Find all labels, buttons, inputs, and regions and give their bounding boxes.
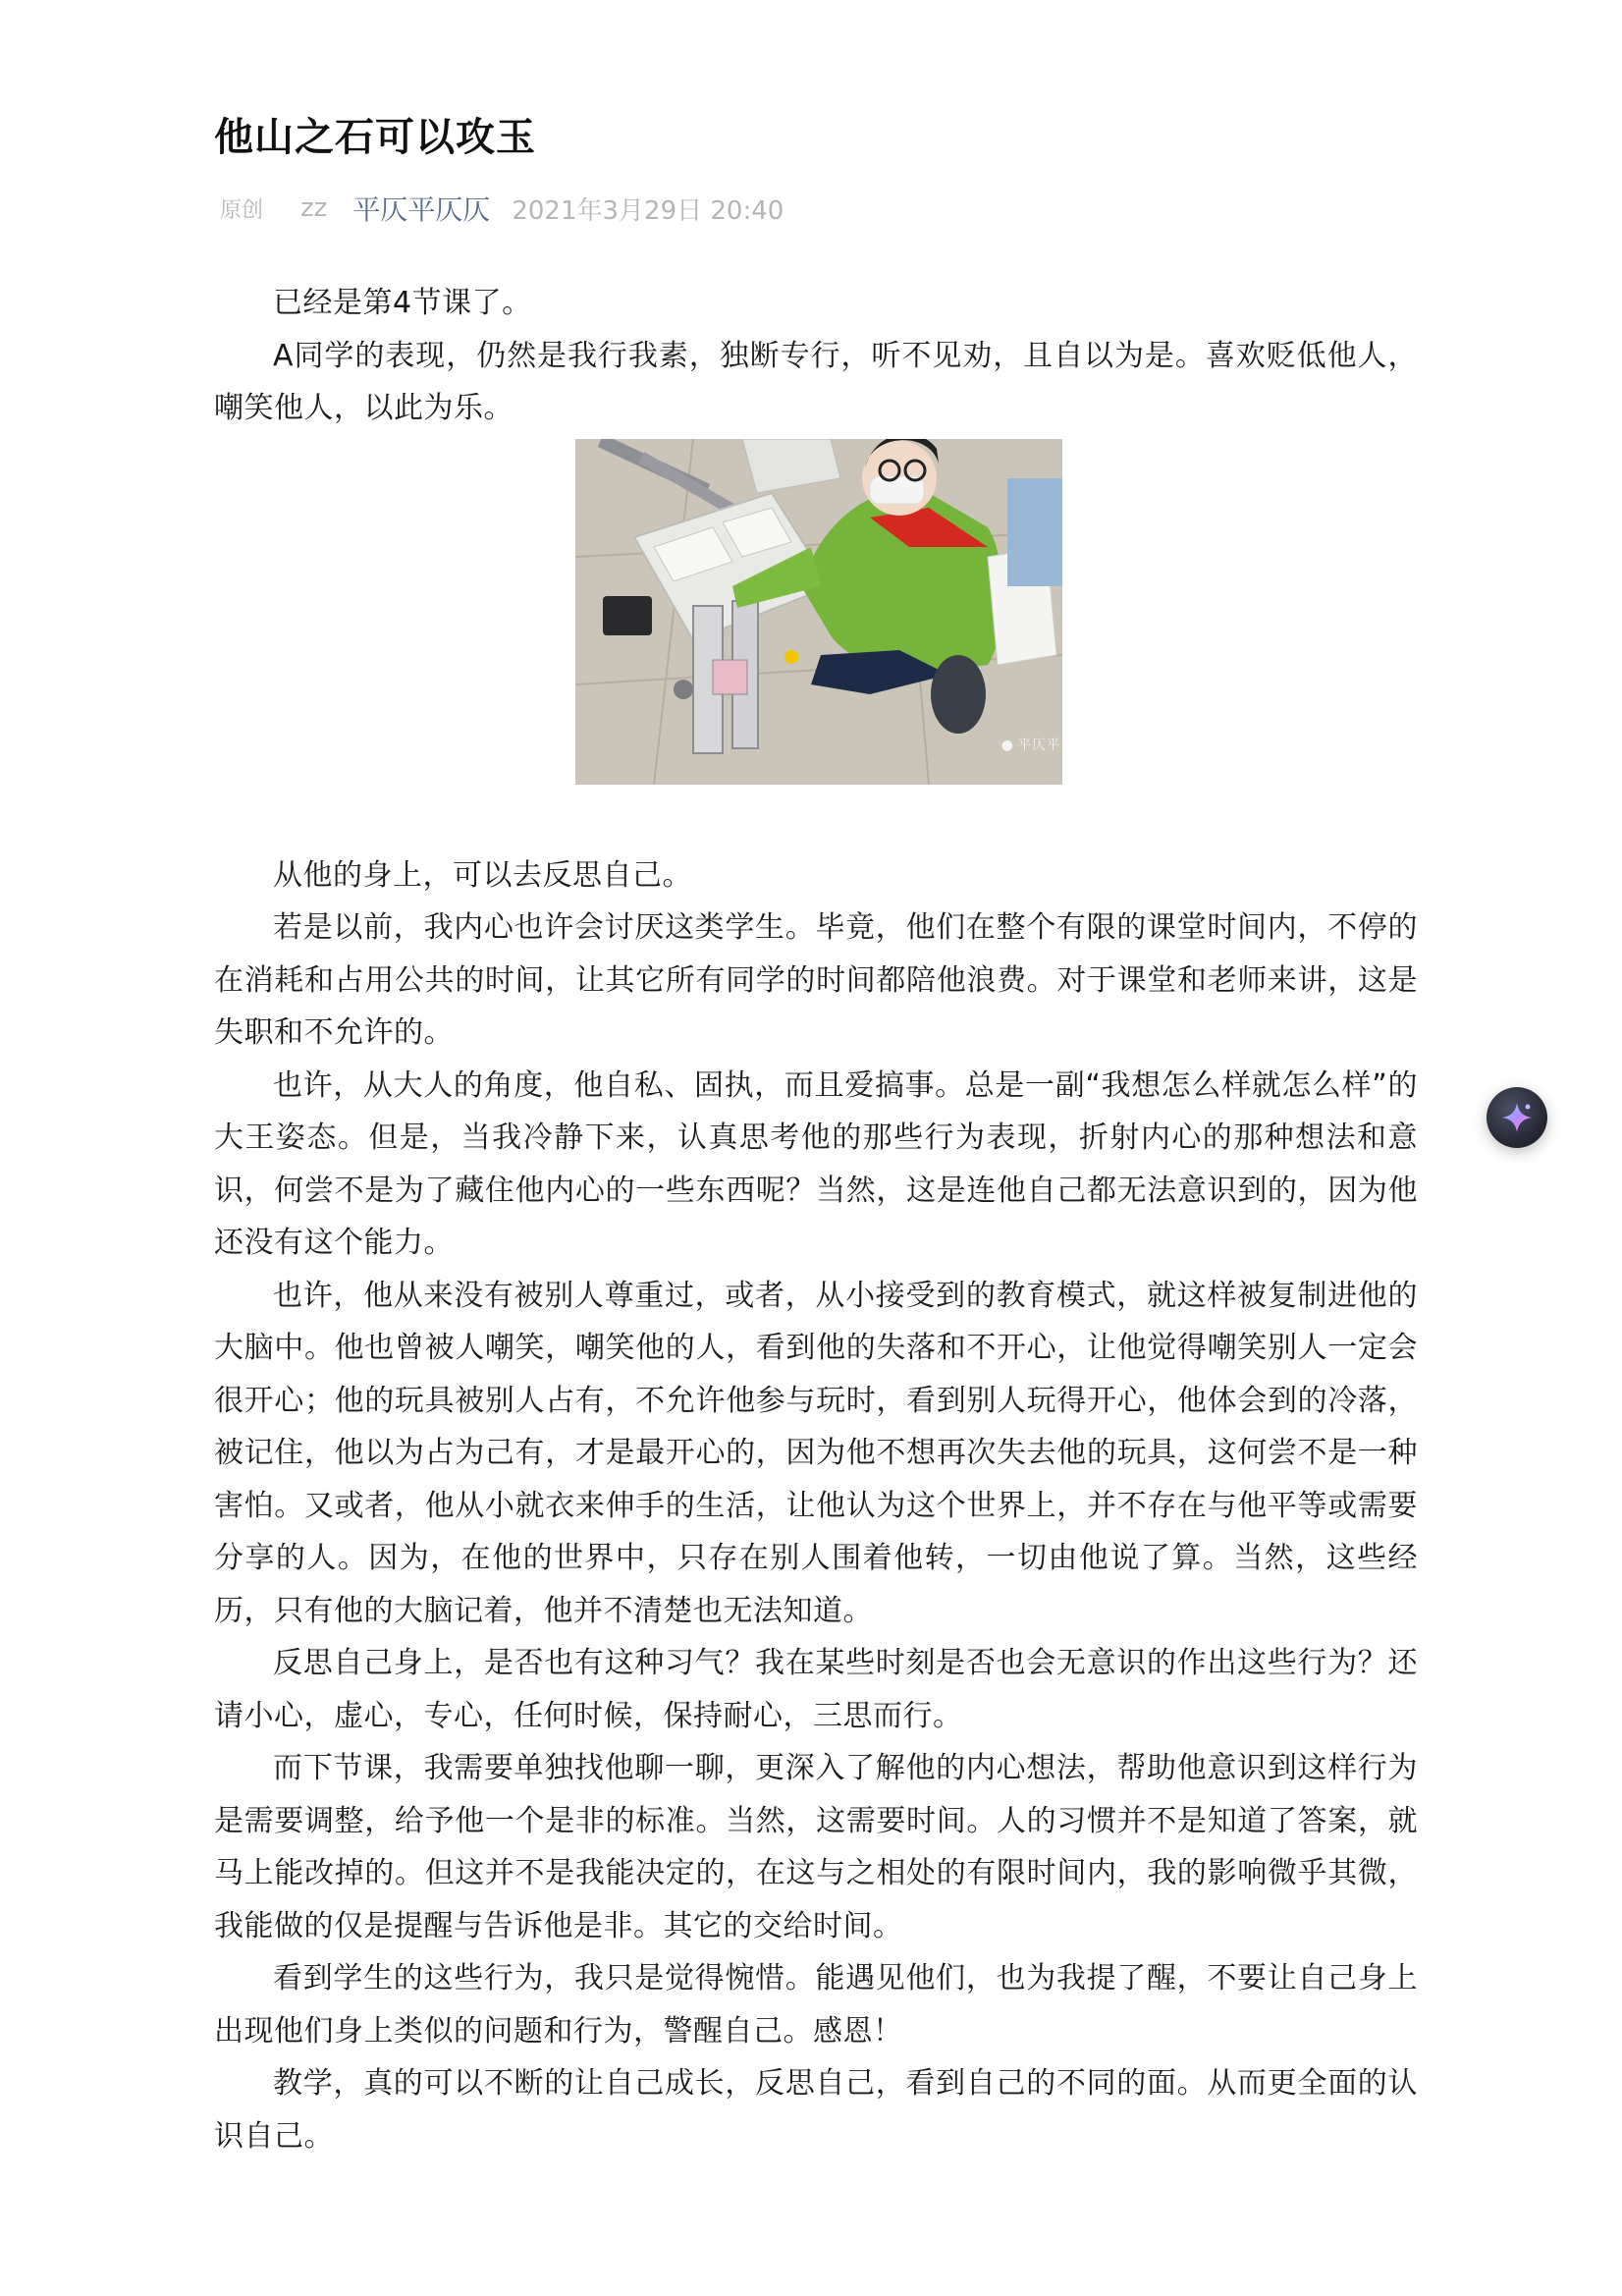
article-title: 他山之石可以攻玉 <box>214 115 536 160</box>
paragraph: 看到学生的这些行为，我只是觉得惋惜。能遇见他们，也为我提了醒，不要让自己身上出现他们身上类似的问题和行为，警醒自己。感恩！ <box>214 1961 1418 2049</box>
article <box>214 106 1418 2162</box>
ai-assistant-button[interactable] <box>1487 1087 1547 1148</box>
paragraph: 而下节课，我需要单独找他聊一聊，更深入了解他的内心想法，帮助他意识到这样行为是需要调整，给予他一个是非的标准。当然，这需要时间。人的习惯并不是知道了答案，就马上能改掉的。但这并不是我能决定的，在这与之相处的有限时间内，我的影响微乎其微，我能做的仅是提醒与告诉他是非。其它的交给时间。 <box>214 1751 1418 1943</box>
paragraph: 若是以前，我内心也许会讨厌这类学生。毕竟，他们在整个有限的课堂时间内，不停的在消耗和占用公共的时间，让其它所有同学的时间都陪他浪费。对于课堂和老师来讲，这是失职和不允许的。 <box>214 910 1418 1050</box>
paragraph: 也许，他从来没有被别人尊重过，或者，从小接受到的教育模式，就这样被复制进他的大脑中。他也曾被人嘲笑，嘲笑他的人，看到他的失落和不开心，让他觉得嘲笑别人一定会很开心；他的玩具被别人占有，不允许他参与玩时，看到别人玩得开心，他体会到的冷落，被记住，他以为占为己有，才是最开心的，因为他不想再次失去他的玩具，这何尝不是一种害怕。又或者，他从小就衣来伸手的生活，让他认为这个世界上，并不存在与他平等或需要分享的人。因为，在他的世界中，只存在别人围着他转，一切由他说了算。当然，这些经历，只有他的大脑记着，他并不清楚也无法知道。 <box>214 1278 1418 1628</box>
photo-illustration <box>575 439 1062 785</box>
paragraph: 从他的身上，可以去反思自己。 <box>273 857 692 893</box>
sparkle-icon <box>1499 1100 1535 1135</box>
article-meta <box>214 189 1418 228</box>
spacer <box>214 785 1418 849</box>
account-name-link[interactable]: 平仄平仄仄 <box>352 193 491 226</box>
article-photo[interactable] <box>575 439 1062 785</box>
photo-watermark: ● 平仄平 <box>1001 720 1060 773</box>
article-body <box>214 277 1418 2162</box>
paragraph: 已经是第4节课了。 <box>273 286 532 320</box>
original-tag: 原创 <box>220 197 264 223</box>
paragraph: 也许，从大人的角度，他自私、固执，而且爱搞事。总是一副“我想怎么样就怎么样”的大王姿态。但是，当我冷静下来，认真思考他的那些行为表现，折射内心的那种想法和意识，何尝不是为了藏住他内心的一些东西呢？当然，这是连他自己都无法意识到的，因为他还没有这个能力。 <box>214 1067 1418 1260</box>
paragraph: A同学的表现，仍然是我行我素，独断专行，听不见劝，且自以为是。喜欢贬低他人，嘲笑他人，以此为乐。 <box>214 338 1418 425</box>
author-name: zz <box>300 193 328 223</box>
wechat-icon: ● <box>1000 738 1014 753</box>
paragraph: 教学，真的可以不断的让自己成长，反思自己，看到自己的不同的面。从而更全面的认识自己。 <box>214 2066 1418 2154</box>
publish-date: 2021年3月29日 20:40 <box>512 195 784 226</box>
paragraph: 反思自己身上，是否也有这种习气？我在某些时刻是否也会无意识的作出这些行为？还请小心，虚心，专心，任何时候，保持耐心，三思而行。 <box>214 1646 1418 1733</box>
